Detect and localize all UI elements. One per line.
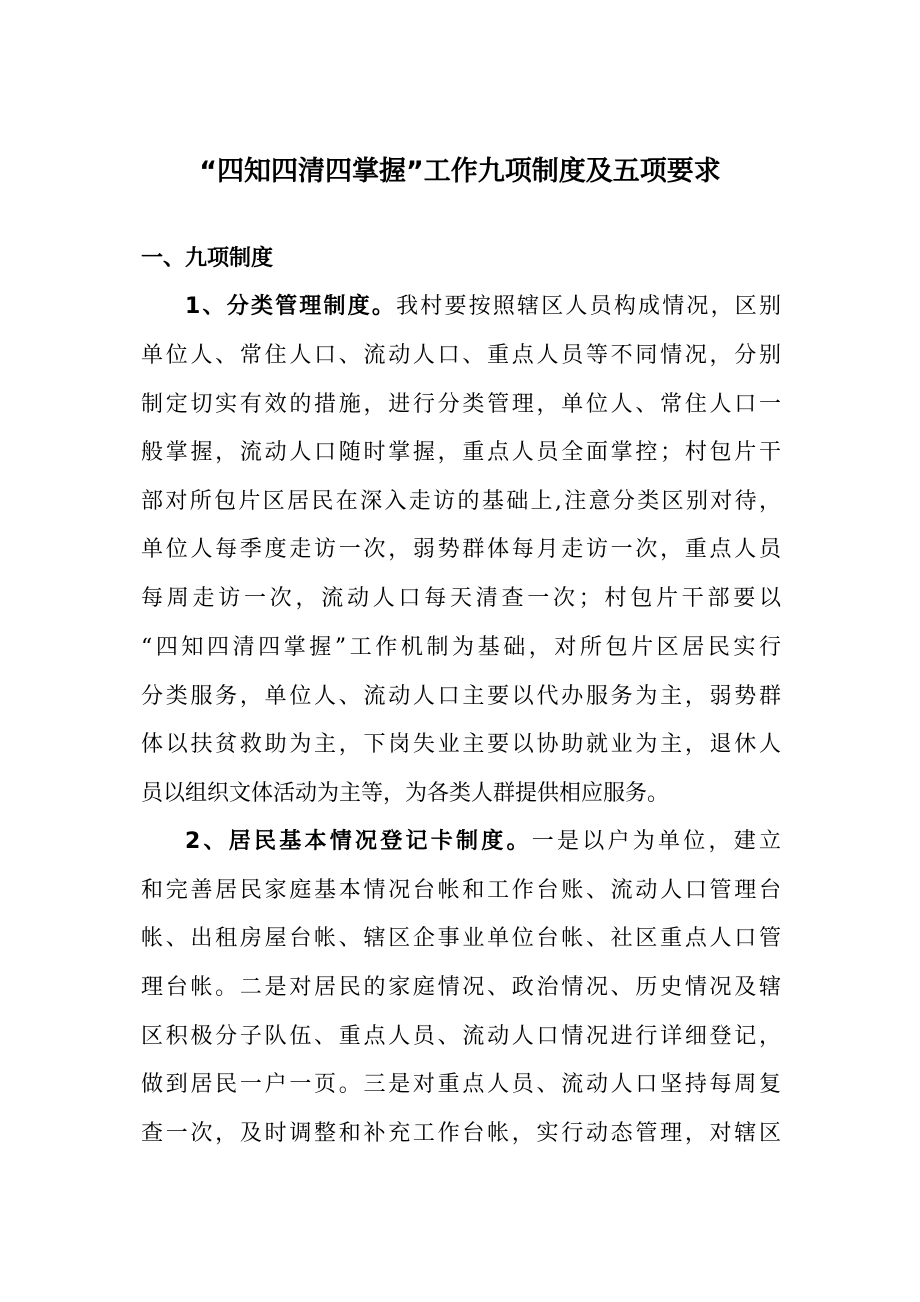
paragraph-line: 体以扶贫救助为主，下岗失业主要以协助就业为主，退休人	[141, 732, 781, 757]
paragraph-line: 和完善居民家庭基本情况台帐和工作台账、流动人口管理台	[141, 878, 781, 903]
paragraph-line: 单位人、常住人口、流动人口、重点人员等不同情况，分别	[141, 343, 781, 368]
item1-first-line	[185, 291, 781, 323]
section-heading: 一、九项制度	[141, 246, 274, 271]
item1-lead: 1、分类管理制度。	[185, 294, 397, 319]
item1-first-line-text: 我村要按照辖区人员构成情况，区别	[396, 294, 781, 319]
paragraph-line: 查一次，及时调整和补充工作台帐，实行动态管理，对辖区	[141, 1121, 781, 1146]
paragraph-line: 单位人每季度走访一次，弱势群体每月走访一次，重点人员	[141, 537, 781, 562]
paragraph-line: 理台帐。二是对居民的家庭情况、政治情况、历史情况及辖	[141, 975, 781, 1000]
item2-first-line	[185, 826, 781, 858]
paragraph-line: “四知四清四掌握”工作机制为基础，对所包片区居民实行	[141, 635, 781, 660]
paragraph-line: 制定切实有效的措施，进行分类管理，单位人、常住人口一	[141, 392, 781, 417]
paragraph-line: 区积极分子队伍、重点人员、流动人口情况进行详细登记，	[141, 1024, 781, 1049]
paragraph-line: 员以组织文体活动为主等，为各类人群提供相应服务。	[141, 781, 670, 806]
paragraph-line: 部对所包片区居民在深入走访的基础上,注意分类区别对待，	[141, 489, 781, 514]
paragraph-line: 般掌握，流动人口随时掌握，重点人员全面掌控；村包片干	[141, 440, 781, 465]
item2-first-line-text: 一是以户为单位，建立	[531, 829, 781, 854]
document-title: “四知四清四掌握”工作九项制度及五项要求	[199, 156, 721, 187]
paragraph-line: 每周走访一次，流动人口每天清查一次；村包片干部要以	[141, 586, 781, 611]
paragraph-line: 帐、出租房屋台帐、辖区企事业单位台帐、社区重点人口管	[141, 926, 781, 951]
paragraph-line: 分类服务，单位人、流动人口主要以代办服务为主，弱势群	[141, 684, 781, 709]
item2-lead: 2、居民基本情况登记卡制度。	[185, 829, 532, 854]
paragraph-line: 做到居民一户一页。三是对重点人员、流动人口坚持每周复	[141, 1072, 781, 1097]
